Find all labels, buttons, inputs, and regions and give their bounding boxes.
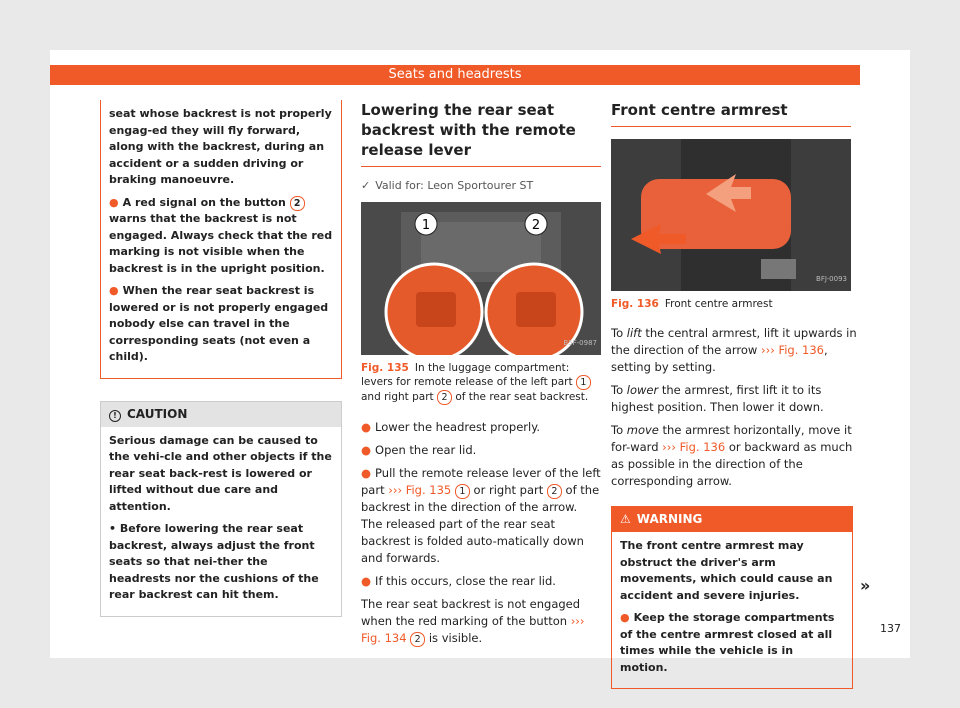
armrest-illustration xyxy=(611,139,851,291)
bullet-icon: • xyxy=(109,522,117,535)
warning-box: ⚠ WARNING The front centre armrest may obstruct the driver's arm movements, which could cause an accident and severe injuries. ● Keep the storage compartments of the centre armrest closed at all times while the vehicle is in motion. xyxy=(611,506,853,689)
warning-intro: seat whose backrest is not properly engag-ed they will fly forward, along with the backrest, during an accident or a sudden driving or braking manoeuvre. xyxy=(109,107,332,186)
caution-box: ! CAUTION Serious damage can be caused to the vehi-cle and other objects if the rear seat back-rest is lowered or lifted without due care and attention. • Before lowering the rear seat backrest, always adjust the front seats so that nei-ther the headrests nor the cushions of the rear backrest can hit them. xyxy=(100,401,342,617)
section-heading: Front centre armrest xyxy=(611,100,851,127)
figure-link[interactable]: ››› Fig. 134 xyxy=(361,614,585,645)
warning-triangle-icon: ⚠ xyxy=(620,512,631,526)
check-icon: ✓ xyxy=(361,179,371,192)
bullet-icon: ● xyxy=(109,284,119,297)
page-number: 137 xyxy=(880,622,901,635)
figure-caption: Fig. 136 Front centre armrest xyxy=(611,298,773,310)
column-middle: Lowering the rear seat backrest with the remote release lever ✓ Valid for: Leon Sportourer ST 1 2 B5F-0987 Fig. 135 In the luggage compartment: levers for remote release of the left part 1 and right part 2 of the rear seat backrest. ● Lower the headrest properly. ● Open the rear lid. ● Pull the remote release lever of the left part ››› Fig. 135 1 or right part 2 of the backrest in the direction of the arrow. The released part of the rear seat backrest is folded auto-matically down and forwards. ● If this occurs, close the rear lid. The rear seat backrest is not engaged when the red marking of the button ››› Fig. 134 2 is visible. xyxy=(361,101,601,645)
number-badge: 2 xyxy=(290,196,305,211)
continue-mark: » xyxy=(860,576,871,595)
figure-code: BFJ-0093 xyxy=(816,275,847,283)
column-right xyxy=(611,100,859,689)
armrest-text: To lift the central armrest, lift it upwards in the direction of the arrow ››› Fig. 136, setting by setting. To lower the armrest, first lift it to its highest position. Then lower it down. To move the armrest horizontally, move it for-ward ››› Fig. 136 or backward as much as possible in the direction of the corresponding arrow. xyxy=(611,326,857,488)
bullet-icon: ● xyxy=(109,195,119,209)
section-header: Seats and headrests xyxy=(50,65,860,85)
figure-luggage-levers xyxy=(361,202,601,355)
steps-list: ● Lower the headrest properly. ● Open the rear lid. ● Pull the remote release lever of the left part ››› Fig. 135 1 or right part 2 of the backrest in the direction of the arrow. The released part of the rear seat backrest is folded auto-matically down and forwards. ● If this occurs, close the rear lid. The rear seat backrest is not engaged when the red marking of the button ››› Fig. 134 2 is visible. xyxy=(361,420,601,645)
figure-code: B5F-0987 xyxy=(563,339,597,347)
figure-armrest xyxy=(611,139,851,291)
column-left xyxy=(100,100,342,617)
warning-box-continued: seat whose backrest is not properly engag-ed they will fly forward, along with the backrest, during an accident or a sudden driving or braking manoeuvre. ● A red signal on the button 2 warns that the backrest is not engaged. Always check that the red marking is not visible when the backrest is in the upright position. ● When the rear seat backrest is lowered or is not properly engaged nobody else can travel in the corresponding seats (not even a child). xyxy=(100,100,342,379)
luggage-illustration xyxy=(361,202,601,355)
figure-caption: Fig. 135 In the luggage compartment: levers for remote release of the left part 1 and right part 2 of the rear seat backrest. xyxy=(361,361,601,405)
caution-icon: ! xyxy=(109,410,121,422)
callout-1: 1 xyxy=(421,218,431,233)
section-heading: Lowering the rear seat backrest with the remote release lever xyxy=(361,100,601,167)
figure-link[interactable]: ››› Fig. 136 xyxy=(761,343,824,357)
figure-link[interactable]: ››› Fig. 135 xyxy=(388,483,452,497)
figure-link[interactable]: ››› Fig. 136 xyxy=(662,440,726,454)
callout-2: 2 xyxy=(531,218,541,233)
